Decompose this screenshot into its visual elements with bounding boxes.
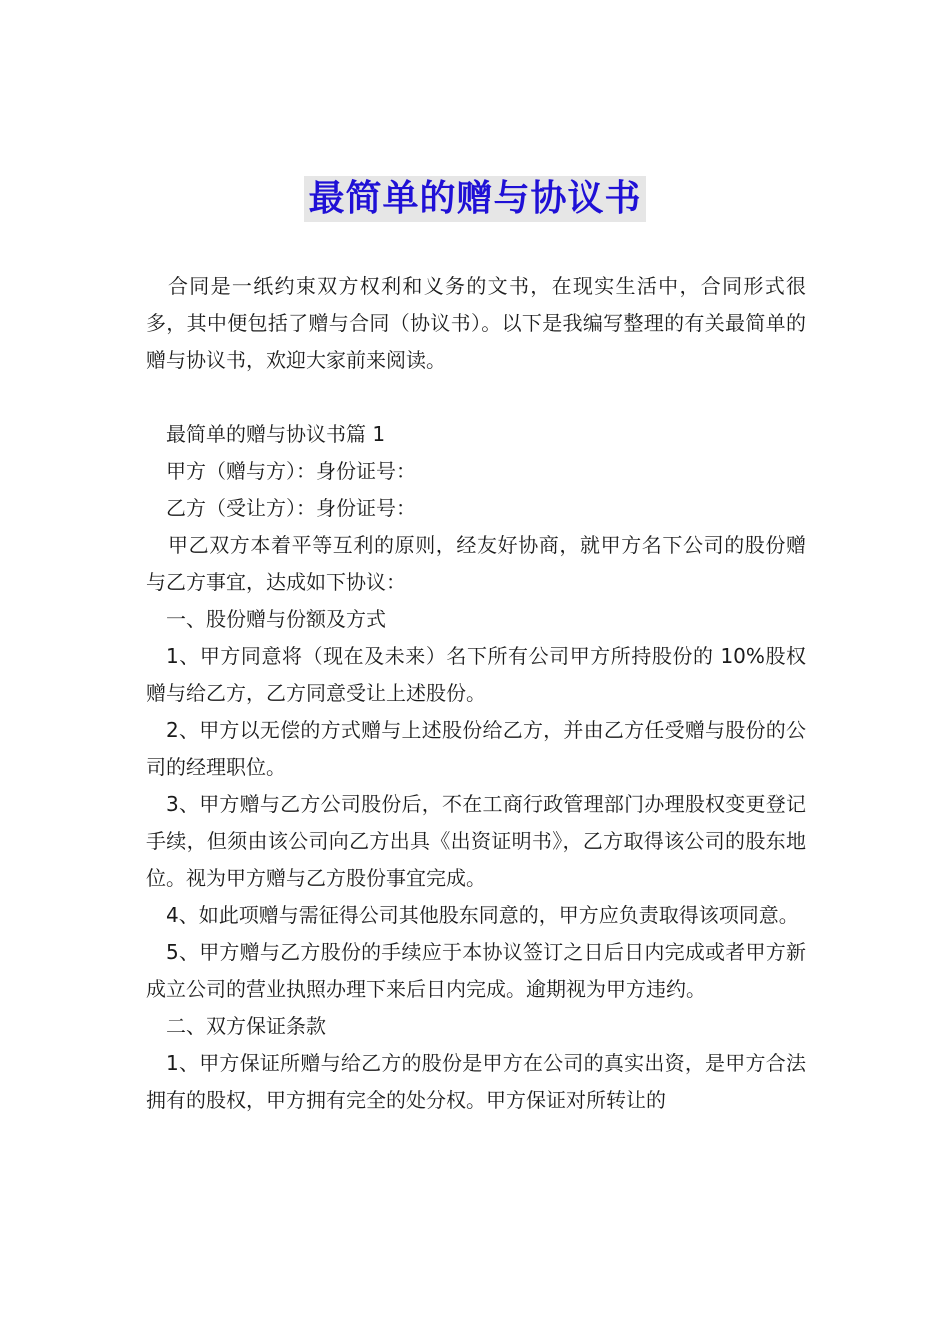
clause1-item: 5、甲方赠与乙方股份的手续应于本协议签订之日后日内完成或者甲方新成立公司的营业执照办理下来后日内完成。逾期视为甲方违约。 (146, 940, 806, 1001)
intro-paragraph: 合同是一纸约束双方权利和义务的文书，在现实生活中，合同形式很多，其中便包括了赠与合同（协议书）。以下是我编写整理的有关最简单的赠与协议书，欢迎大家前来阅读。 (146, 274, 806, 372)
party-b-line: 乙方（受让方）：身份证号： (166, 496, 416, 520)
clause2-item: 1、甲方保证所赠与给乙方的股份是甲方在公司的真实出资，是甲方合法拥有的股权，甲方拥有完全的处分权。甲方保证对所转让的 (146, 1051, 806, 1112)
preamble-paragraph: 甲乙双方本着平等互利的原则，经友好协商，就甲方名下公司的股份赠与乙方事宜，达成如下协议： (146, 533, 806, 594)
party-a-line: 甲方（赠与方）：身份证号： (166, 459, 416, 483)
section-title: 最简单的赠与协议书篇 1 (166, 422, 386, 446)
clause2-heading: 二、双方保证条款 (166, 1014, 326, 1038)
document-body (146, 268, 806, 1119)
title-container (0, 176, 950, 222)
clause1-item: 2、甲方以无偿的方式赠与上述股份给乙方，并由乙方任受赠与股份的公司的经理职位。 (146, 718, 806, 779)
clause1-heading: 一、股份赠与份额及方式 (166, 607, 386, 631)
clause1-item: 1、甲方同意将（现在及未来）名下所有公司甲方所持股份的 10%股权赠与给乙方，乙方同意受让上述股份。 (146, 644, 806, 705)
clause1-item: 4、如此项赠与需征得公司其他股东同意的，甲方应负责取得该项同意。 (166, 903, 799, 927)
document-title: 最简单的赠与协议书 (304, 176, 645, 222)
clause1-item: 3、甲方赠与乙方公司股份后，不在工商行政管理部门办理股权变更登记手续，但须由该公司向乙方出具《出资证明书》，乙方取得该公司的股东地位。视为甲方赠与乙方股份事宜完成。 (146, 792, 806, 890)
